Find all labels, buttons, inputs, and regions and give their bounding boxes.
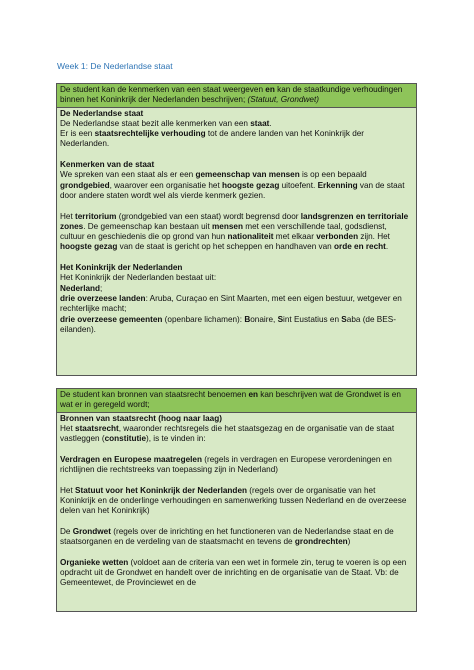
text-bold: orde en recht (334, 242, 386, 252)
text: (regels over de inrichting en het functioneren van de Nederlandse staat en de staatsorganen en de verdeling van de staatsmacht en tevens de (60, 526, 394, 547)
text: . De gemeenschap kan bestaan uit (83, 221, 213, 231)
subsection-title: Het Koninkrijk der Nederlanden (60, 263, 183, 273)
paragraph (60, 424, 413, 445)
text-bold: staat (250, 118, 270, 128)
header-text: De student kan de kenmerken van een staat weergeven (60, 85, 266, 94)
text-bold: Grondwet (72, 526, 111, 536)
text: Er is een (60, 129, 95, 139)
section-box-staat (56, 83, 417, 376)
subsection-title: Kenmerken van de staat (60, 160, 155, 170)
text-bold: grondgebied (60, 180, 110, 190)
text-bold: grondrechten (294, 537, 348, 547)
text-bold: Verdragen en Europese maatregelen (60, 454, 202, 464)
text-bold: Statuut voor het Koninkrijk der Nederlanden (75, 485, 247, 495)
text: , waarover een organisatie het (109, 180, 222, 190)
text: met elkaar (273, 232, 317, 242)
paragraph (60, 212, 413, 253)
section-title: Bronnen van staatsrecht (hoog naar laag) (60, 413, 222, 423)
text: is op een bepaald (299, 170, 367, 180)
text: ), is te vinden in: (146, 434, 206, 444)
text-bold: Erkenning (317, 180, 358, 190)
text: Het (60, 423, 76, 433)
paragraph (60, 455, 413, 476)
paragraph (60, 558, 413, 589)
paragraph (60, 273, 413, 335)
section-body-bronnen (57, 413, 416, 589)
text: int Eustatius en (283, 314, 342, 324)
text: ; (100, 283, 103, 293)
text: Het (60, 211, 76, 221)
header-text-bold: en (248, 390, 258, 399)
text: , waaronder rechtsregels die het staatsgezag en de organisatie van de staat vastleggen ( (60, 423, 395, 444)
text-bold: nationaliteit (227, 232, 274, 242)
text-bold: drie overzeese gemeenten (60, 314, 163, 324)
text: (regels in verdragen en Europese verordeningen en richtlijnen die rechtstreeks van toepassing zijn in Nederland) (60, 454, 392, 475)
section-box-bronnen (56, 388, 417, 612)
text-bold: hoogste gezag (60, 242, 118, 252)
section-title: De Nederlandse staat (60, 108, 144, 118)
header-text-bold: en (265, 85, 275, 94)
text-bold: Nederland (60, 283, 101, 293)
text: De Nederlandse staat bezit alle kenmerken van een (60, 118, 251, 128)
text-bold: B (244, 314, 251, 324)
text-bold: staatsrechtelijke verhouding (94, 129, 206, 139)
text-bold: hoogste gezag (222, 180, 280, 190)
text: van de staat is gericht op het scheppen en handhaven van (117, 242, 334, 252)
text-bold: S (341, 314, 347, 324)
text-bold: landsgrenzen en territoriale zones (60, 211, 409, 231)
section-header-bronnen (57, 389, 416, 413)
text: van de staat door andere staten wordt wel als vierde kenmerk gezien. (60, 180, 405, 200)
text-bold: Organieke wetten (60, 557, 129, 567)
text: Het Koninkrijk der Nederlanden bestaat uit: (60, 273, 217, 283)
text: : Aruba, Curaçao en Sint Maarten, met een eigen bestuur, wetgever en rechterlijke macht; (60, 293, 402, 314)
text: (voldoet aan de criteria van een wet in formele zin, terug te voeren is op een opdracht uit de Grondwet en handelt over de inrichting en de organisatie van de Staat. Vb: de Gemeentewet, de Provinciewet en de (60, 557, 407, 588)
text: uitoefent. (279, 180, 318, 190)
text-bold: constitutie (104, 434, 147, 444)
text: . (385, 242, 389, 252)
section-body-staat (57, 108, 416, 336)
text: Het (60, 485, 76, 495)
header-text-italic: (Statuut, Grondwet) (247, 95, 319, 105)
text: tot de andere landen van het Koninkrijk der Nederlanden. (60, 129, 365, 149)
text: met een verschillende taal, godsdienst, cultuur en geschiedenis die op grond van hun (60, 221, 387, 242)
text: (regels over de organisatie van het Koninkrijk en de onderlinge verhoudingen en samenwerking tussen Nederland en de overzeese delen van het Koninkrijk) (60, 485, 407, 516)
text: (grondgebied van een staat) wordt begrensd door (116, 211, 301, 221)
text-bold: S (277, 314, 284, 324)
text: (openbare lichamen): (162, 314, 245, 324)
paragraph (60, 119, 413, 150)
text: De (60, 526, 73, 536)
text-bold: staatsrecht (75, 423, 119, 433)
section-header-staat (57, 84, 416, 108)
text: onaire, (250, 314, 278, 324)
text-bold: drie overzeese landen (60, 293, 146, 303)
week-title: Week 1: De Nederlandse staat (57, 61, 173, 71)
paragraph (60, 170, 413, 201)
paragraph (60, 527, 413, 548)
text: We spreken van een staat als er een (60, 170, 196, 180)
header-text: De student kan bronnen van staatsrecht benoemen (60, 390, 249, 399)
text: aba (de BES-eilanden). (60, 314, 396, 334)
text-bold: mensen (212, 221, 243, 231)
text: zijn. Het (358, 232, 390, 242)
text: ) (347, 537, 351, 547)
header-text: kan de staatkundige verhoudingen binnen het Koninkrijk der Nederlanden beschrijven; (60, 85, 403, 105)
text: . (269, 118, 272, 128)
text-bold: gemeenschap van mensen (195, 170, 300, 180)
header-text: kan beschrijven wat de Grondwet is en wat er in geregeld wordt; (60, 390, 401, 410)
paragraph (60, 486, 413, 517)
text-bold: verbonden (316, 232, 359, 242)
text-bold: territorium (75, 211, 117, 221)
